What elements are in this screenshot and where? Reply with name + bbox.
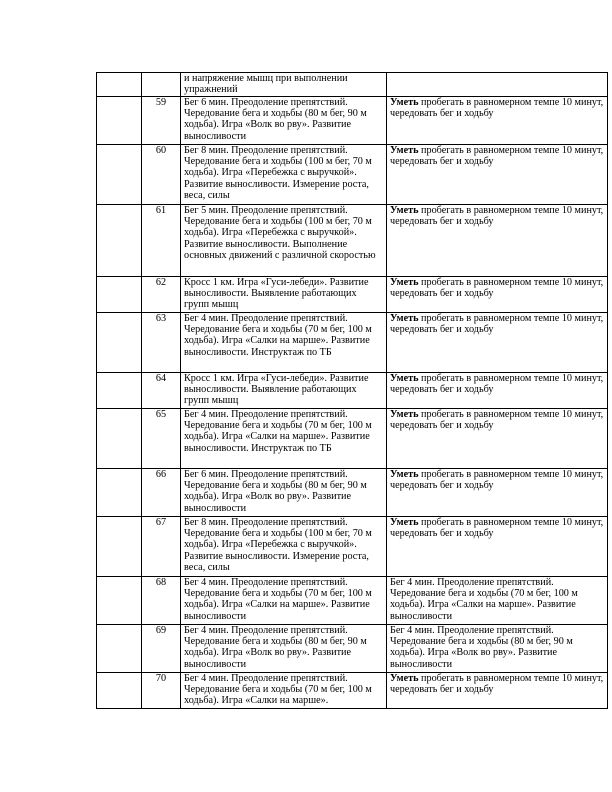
lesson-number: 62 bbox=[142, 277, 181, 313]
result-keyword: Уметь bbox=[390, 517, 419, 528]
result-text: пробегать в равномерном темпе 10 минут, чередовать бег и ходьбу bbox=[390, 277, 604, 300]
expected-result bbox=[387, 577, 608, 625]
lesson-number: 64 bbox=[142, 373, 181, 409]
expected-result bbox=[387, 625, 608, 673]
result-keyword: Уметь bbox=[390, 373, 419, 384]
lesson-topic: Бег 8 мин. Преодоление препятствий. Чередование бега и ходьбы (100 м бег, 70 м ходьба). Игра «Перебежка с выручкой». Развитие выносливости. Измерение роста, веса, силы bbox=[181, 145, 387, 205]
lesson-topic: Бег 4 мин. Преодоление препятствий. Чередование бега и ходьбы (70 м бег, 100 м ходьба). Игра «Салки на марше». Развитие выносливости bbox=[181, 577, 387, 625]
result-text: пробегать в равномерном темпе 10 минут, чередовать бег и ходьбу bbox=[390, 205, 604, 228]
lesson-topic: Бег 4 мин. Преодоление препятствий. Чередование бега и ходьбы (80 м бег, 90 м ходьба). Игра «Волк во рву». Развитие выносливости bbox=[181, 625, 387, 673]
result-keyword: Уметь bbox=[390, 313, 419, 324]
expected-result bbox=[387, 373, 608, 409]
result-text: пробегать в равномерном темпе 10 минут, чередовать бег и ходьбу bbox=[390, 517, 604, 540]
blank-cell bbox=[97, 373, 142, 409]
result-keyword: Уметь bbox=[390, 145, 419, 156]
result-text: пробегать в равномерном темпе 10 минут, чередовать бег и ходьбу bbox=[390, 97, 604, 120]
result-text: пробегать в равномерном темпе 10 минут, чередовать бег и ходьбу bbox=[390, 313, 604, 336]
expected-result bbox=[387, 145, 608, 205]
table-row bbox=[97, 517, 608, 577]
table-row bbox=[97, 469, 608, 517]
lesson-number: 60 bbox=[142, 145, 181, 205]
expected-result bbox=[387, 97, 608, 145]
lesson-topic: Кросс 1 км. Игра «Гуси-лебеди». Развитие выносливости. Выявление работающих групп мышц bbox=[181, 277, 387, 313]
result-text: Бег 4 мин. Преодоление препятствий. Чередование бега и ходьбы (80 м бег, 90 м ходьба). Игра «Волк во рву». Развитие выносливости bbox=[390, 625, 573, 670]
result-keyword: Уметь bbox=[390, 277, 419, 288]
table-row bbox=[97, 625, 608, 673]
blank-cell bbox=[97, 577, 142, 625]
lesson-number: 66 bbox=[142, 469, 181, 517]
lesson-plan-table bbox=[96, 72, 608, 709]
expected-result bbox=[387, 277, 608, 313]
result-text: пробегать в равномерном темпе 10 минут, чередовать бег и ходьбу bbox=[390, 373, 604, 396]
blank-cell bbox=[97, 73, 142, 97]
lesson-number: 69 bbox=[142, 625, 181, 673]
table-row bbox=[97, 373, 608, 409]
lesson-topic: Бег 4 мин. Преодоление препятствий. Чередование бега и ходьбы (70 м бег, 100 м ходьба). Игра «Салки на марше». Развитие выносливости. Инструктаж по ТБ bbox=[181, 409, 387, 469]
blank-cell bbox=[97, 145, 142, 205]
expected-result bbox=[387, 205, 608, 277]
blank-cell bbox=[97, 517, 142, 577]
lesson-topic: Бег 6 мин. Преодоление препятствий. Чередование бега и ходьбы (80 м бег, 90 м ходьба). Игра «Волк во рву». Развитие выносливости bbox=[181, 469, 387, 517]
lesson-number: 70 bbox=[142, 673, 181, 709]
lesson-topic: Бег 8 мин. Преодоление препятствий. Чередование бега и ходьбы (100 м бег, 70 м ходьба). Игра «Перебежка с выручкой». Развитие выносливости. Измерение роста, веса, силы bbox=[181, 517, 387, 577]
table-row bbox=[97, 145, 608, 205]
lesson-topic: Кросс 1 км. Игра «Гуси-лебеди». Развитие выносливости. Выявление работающих групп мышц bbox=[181, 373, 387, 409]
result-text: пробегать в равномерном темпе 10 минут, чередовать бег и ходьбу bbox=[390, 469, 604, 492]
blank-cell bbox=[97, 205, 142, 277]
lesson-topic: Бег 4 мин. Преодоление препятствий. Чередование бега и ходьбы (70 м бег, 100 м ходьба). Игра «Салки на марше». Развитие выносливости. Инструктаж по ТБ bbox=[181, 313, 387, 373]
blank-cell bbox=[97, 313, 142, 373]
result-keyword: Уметь bbox=[390, 469, 419, 480]
result-keyword: Уметь bbox=[390, 97, 419, 108]
table-row bbox=[97, 577, 608, 625]
lesson-topic: и напряжение мышц при выполнении упражнений bbox=[181, 73, 387, 97]
blank-cell bbox=[97, 277, 142, 313]
result-keyword: Уметь bbox=[390, 205, 419, 216]
blank-cell bbox=[97, 97, 142, 145]
expected-result bbox=[387, 409, 608, 469]
lesson-number: 67 bbox=[142, 517, 181, 577]
lesson-number: 63 bbox=[142, 313, 181, 373]
table-row bbox=[97, 97, 608, 145]
lesson-plan-rows bbox=[97, 73, 608, 709]
expected-result bbox=[387, 313, 608, 373]
blank-cell bbox=[97, 409, 142, 469]
lesson-number: 68 bbox=[142, 577, 181, 625]
expected-result bbox=[387, 469, 608, 517]
table-row bbox=[97, 205, 608, 277]
expected-result bbox=[387, 73, 608, 97]
table-row bbox=[97, 73, 608, 97]
table-row bbox=[97, 409, 608, 469]
result-keyword: Уметь bbox=[390, 673, 419, 684]
table-row bbox=[97, 673, 608, 709]
result-text: Бег 4 мин. Преодоление препятствий. Чередование бега и ходьбы (70 м бег, 100 м ходьба). Игра «Салки на марше». Развитие выносливости bbox=[390, 577, 578, 622]
table-row bbox=[97, 313, 608, 373]
expected-result bbox=[387, 673, 608, 709]
blank-cell bbox=[97, 469, 142, 517]
lesson-number: 65 bbox=[142, 409, 181, 469]
result-keyword: Уметь bbox=[390, 409, 419, 420]
result-text: пробегать в равномерном темпе 10 минут, чередовать бег и ходьбу bbox=[390, 145, 604, 168]
table-row bbox=[97, 277, 608, 313]
lesson-topic: Бег 5 мин. Преодоление препятствий. Чередование бега и ходьбы (100 м бег, 70 м ходьба). Игра «Перебежка с выручкой». Развитие выносливости. Выполнение основных движений с различной скоростью bbox=[181, 205, 387, 277]
result-text: пробегать в равномерном темпе 10 минут, чередовать бег и ходьбу bbox=[390, 673, 604, 696]
lesson-topic: Бег 4 мин. Преодоление препятствий. Чередование бега и ходьбы (70 м бег, 100 м ходьба). Игра «Салки на марше». bbox=[181, 673, 387, 709]
blank-cell bbox=[97, 673, 142, 709]
expected-result bbox=[387, 517, 608, 577]
lesson-number: 61 bbox=[142, 205, 181, 277]
result-text: пробегать в равномерном темпе 10 минут, чередовать бег и ходьбу bbox=[390, 409, 604, 432]
lesson-number: 59 bbox=[142, 97, 181, 145]
blank-cell bbox=[97, 625, 142, 673]
lesson-topic: Бег 6 мин. Преодоление препятствий. Чередование бега и ходьбы (80 м бег, 90 м ходьба). Игра «Волк во рву». Развитие выносливости bbox=[181, 97, 387, 145]
lesson-number bbox=[142, 73, 181, 97]
